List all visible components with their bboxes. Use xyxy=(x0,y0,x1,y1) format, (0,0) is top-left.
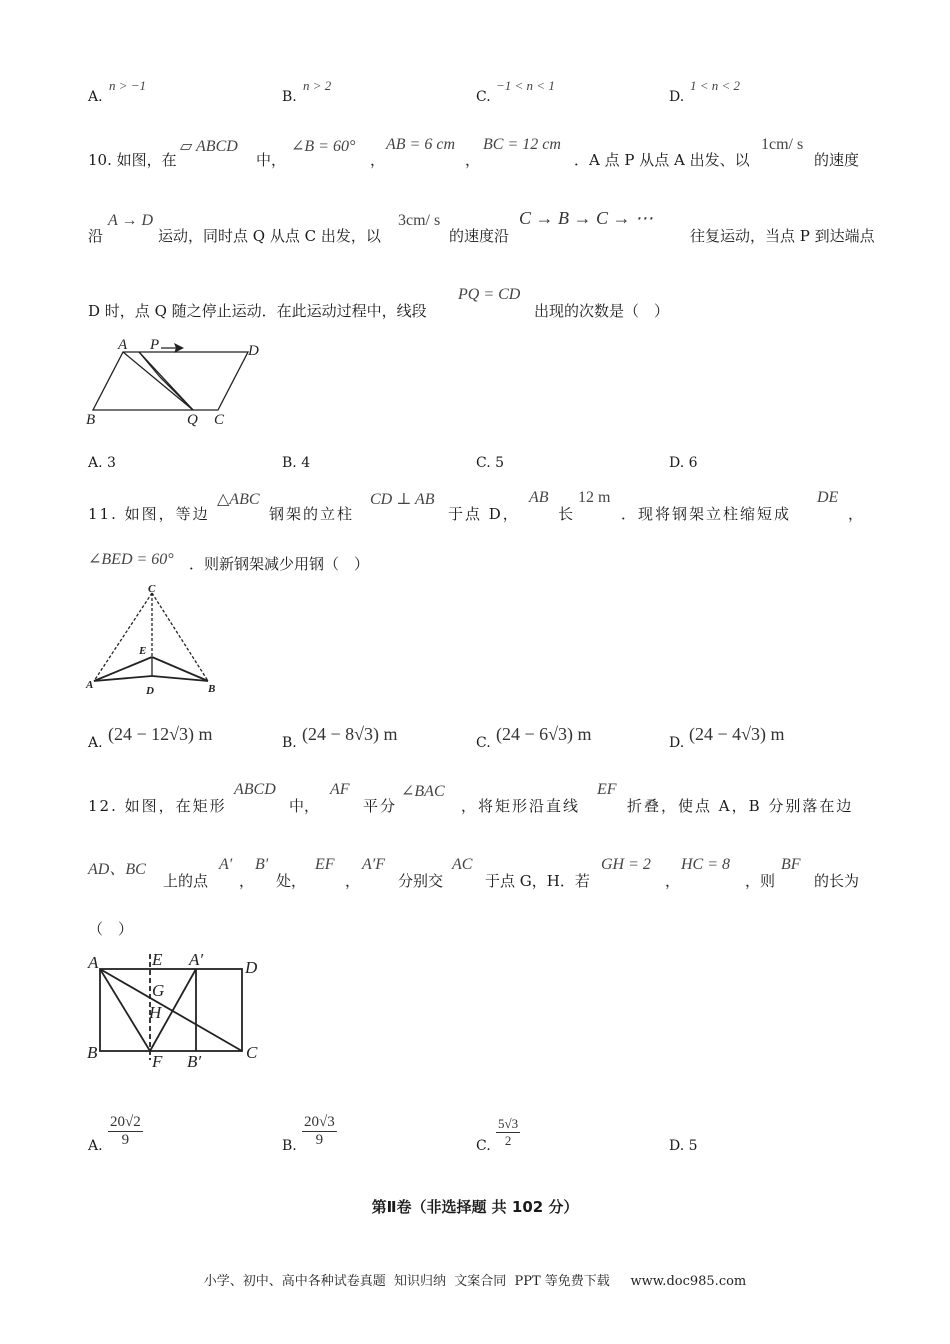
q11-text: ．现将钢架立柱缩短成 xyxy=(621,505,792,523)
q11-option-c-expr: (24 − 6√3) m xyxy=(496,724,592,744)
q9-option-c-expr: −1 < n < 1 xyxy=(496,78,555,93)
q12-option-b-fraction xyxy=(302,1114,337,1149)
segment-ca-dashed xyxy=(94,593,152,681)
q11-option-a-label: A. xyxy=(88,735,103,751)
q10-text: 的速度 xyxy=(814,151,860,169)
q12-math: A′F xyxy=(362,856,386,873)
q9-option-b-expr: n > 2 xyxy=(303,78,332,93)
q10-math: A → D xyxy=(108,212,154,229)
parallelogram-abcd xyxy=(93,352,248,410)
q12-text: ，将矩形沿直线 xyxy=(461,797,581,815)
label-e: E xyxy=(139,645,147,657)
q12-text: ，则 xyxy=(745,872,776,890)
diagonal-ac xyxy=(100,969,242,1051)
label-e: E xyxy=(152,950,163,969)
q11-text: 长 xyxy=(558,505,574,523)
q12-text: 上的点 xyxy=(163,872,209,890)
q10-math: 1cm/ s xyxy=(761,136,804,153)
q10-option-d: D. 6 xyxy=(669,455,698,471)
label-d: D xyxy=(146,685,154,697)
q12-option-d: D. 5 xyxy=(669,1138,698,1154)
q11-math: DE xyxy=(817,489,839,506)
fraction-numerator: 20√2 xyxy=(110,1114,141,1130)
segment-cb-dashed xyxy=(152,593,208,681)
q12-figure xyxy=(84,948,274,1070)
q12-math: EF xyxy=(597,781,617,798)
label-p: P xyxy=(150,338,160,353)
q10-math: PQ = CD xyxy=(458,286,521,303)
q12-option-a-fraction xyxy=(108,1114,143,1149)
fraction-numerator: 20√3 xyxy=(304,1114,335,1130)
q12-math: ∠BAC xyxy=(401,783,445,800)
q10-text: 往复运动，当点 P 到达端点 xyxy=(690,227,875,245)
q12-option-b-label: B. xyxy=(282,1138,297,1154)
label-h: H xyxy=(149,1003,162,1022)
fraction-denominator: 9 xyxy=(121,1132,130,1148)
q10-math: ∠B = 60° xyxy=(291,138,356,155)
q12-math: A′ xyxy=(219,856,233,873)
label-c: C xyxy=(148,583,156,595)
label-a: A xyxy=(86,679,94,691)
q11-option-a-expr: (24 − 12√3) m xyxy=(108,724,213,744)
q10-math: ▱ ABCD xyxy=(180,138,238,155)
fraction-numerator: 5√3 xyxy=(498,1116,519,1131)
q12-text: 于点 G，H．若 xyxy=(485,872,590,890)
label-q: Q xyxy=(187,412,198,428)
q10-math: 3cm/ s xyxy=(398,212,441,229)
q11-text: ．则新钢架减少用钢（ ） xyxy=(189,555,370,573)
q12-math: HC = 8 xyxy=(681,856,731,873)
label-f: F xyxy=(152,1052,163,1070)
label-d: D xyxy=(248,343,259,359)
q12-paren: （ ） xyxy=(88,920,134,938)
segment-aq xyxy=(123,352,193,410)
q10-figure xyxy=(84,338,274,430)
q10-text: 的速度沿 xyxy=(449,227,510,245)
q11-figure xyxy=(84,580,224,698)
segment-af xyxy=(100,969,150,1051)
q12-text: 平分 xyxy=(363,797,398,815)
q10-math: C → B → C → ⋯ xyxy=(519,208,654,228)
q10-math: BC = 12 cm xyxy=(483,136,561,153)
label-a: A xyxy=(118,338,128,353)
q10-text: 沿 xyxy=(88,227,104,245)
q12-text: ， xyxy=(665,872,681,890)
q9-option-d-label: D. xyxy=(669,89,685,105)
q11-option-d-expr: (24 − 4√3) m xyxy=(689,724,785,744)
q12-math: B′ xyxy=(255,856,269,873)
q11-math: △ABC xyxy=(217,491,260,508)
label-b: B xyxy=(86,412,96,428)
label-b: B xyxy=(87,1043,98,1062)
label-b-prime: B′ xyxy=(187,1052,202,1070)
q12-text: 分别交 xyxy=(398,872,444,890)
label-c: C xyxy=(246,1043,258,1062)
q12-math: BF xyxy=(781,856,801,873)
q12-text: ， xyxy=(345,872,361,890)
fraction-denominator: 2 xyxy=(504,1133,512,1148)
q11-math: ∠BED = 60° xyxy=(88,551,174,568)
q9-option-a-expr: n > −1 xyxy=(109,78,147,93)
q11-text: 钢架的立柱 xyxy=(269,505,355,523)
q10-option-c: C. 5 xyxy=(476,455,505,471)
q12-math: EF xyxy=(315,856,335,873)
q12-text: 处， xyxy=(276,872,307,890)
q9-option-b-label: B. xyxy=(282,89,297,105)
q9-option-a-label: A. xyxy=(88,89,103,105)
q12-text: 的长为 xyxy=(814,872,860,890)
q11-text: 于点 D， xyxy=(448,505,520,523)
q11-option-d-label: D. xyxy=(669,735,685,751)
q10-option-a: A. 3 xyxy=(88,455,116,471)
q11-text: 11. 如图，等边 xyxy=(88,505,210,523)
q9-option-d-expr: 1 < n < 2 xyxy=(690,78,741,93)
q10-text: ．A 点 P 从点 A 出发、以 xyxy=(574,151,750,169)
q12-text: 折叠，使点 A，B 分别落在边 xyxy=(627,797,854,815)
label-d: D xyxy=(245,958,258,977)
section-title: 第Ⅱ卷（非选择题 共 102 分） xyxy=(371,1198,579,1216)
segment-aux-q xyxy=(160,377,193,410)
label-c: C xyxy=(214,412,225,428)
q12-option-c-fraction xyxy=(496,1116,520,1149)
q12-math: AC xyxy=(452,856,473,873)
q11-option-b-label: B. xyxy=(282,735,297,751)
q10-text: 10. 如图，在 xyxy=(88,151,177,169)
q11-math: AB xyxy=(529,489,549,506)
label-b: B xyxy=(208,683,216,695)
q11-math: 12 m xyxy=(578,489,611,506)
q11-option-b-expr: (24 − 8√3) m xyxy=(302,724,398,744)
q10-text: 出现的次数是（ ） xyxy=(534,302,670,320)
q10-text: 运动，同时点 Q 从点 C 出发，以 xyxy=(158,227,381,245)
label-a-prime: A′ xyxy=(189,950,204,969)
q10-text: 中， xyxy=(256,151,287,169)
q10-text: D 时，点 Q 随之停止运动．在此运动过程中，线段 xyxy=(88,302,427,320)
q10-text: ， xyxy=(370,151,386,169)
q11-option-c-label: C. xyxy=(476,735,491,751)
q12-option-a-label: A. xyxy=(88,1138,103,1154)
q10-math: AB = 6 cm xyxy=(386,136,455,153)
q12-math: AD、BC xyxy=(88,861,146,878)
q9-option-c-label: C. xyxy=(476,89,491,105)
q12-math: AF xyxy=(330,781,350,798)
q11-math: CD ⊥ AB xyxy=(370,491,435,508)
q11-text: ， xyxy=(848,505,864,523)
q10-text: ， xyxy=(465,151,481,169)
q12-text: 中， xyxy=(289,797,320,815)
q12-math: ABCD xyxy=(234,781,276,798)
q12-text: ， xyxy=(239,872,255,890)
label-a: A xyxy=(88,953,99,972)
page-footer: 小学、初中、高中各种试卷真题 知识归纳 文案合同 PPT 等免费下载 www.doc985.com xyxy=(203,1274,747,1289)
q12-text: 12. 如图，在矩形 xyxy=(88,797,227,815)
q12-option-c-label: C. xyxy=(476,1138,491,1154)
fraction-denominator: 9 xyxy=(315,1132,324,1148)
q12-math: GH = 2 xyxy=(601,856,651,873)
label-g: G xyxy=(152,981,165,1000)
q10-option-b: B. 4 xyxy=(282,455,311,471)
